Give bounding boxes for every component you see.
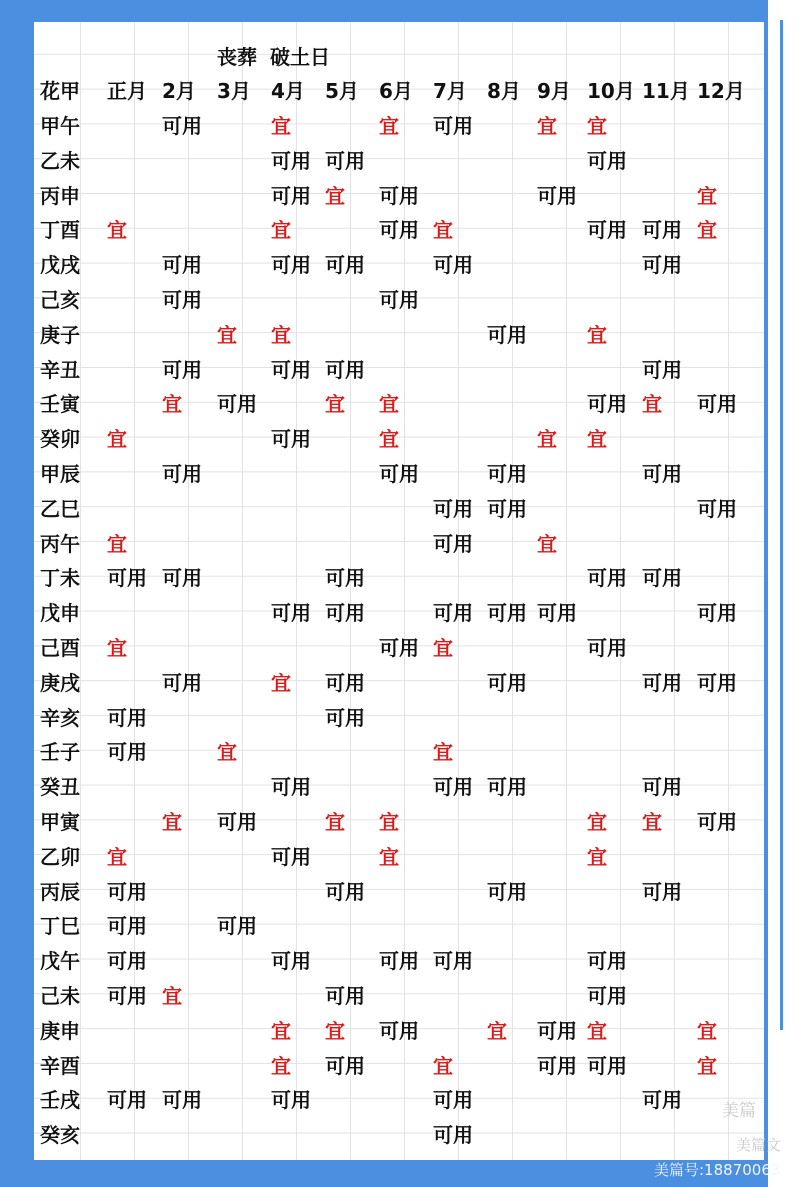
table-row: [0, 144, 800, 178]
cell-usable: 可用: [642, 1088, 682, 1113]
cell-usable: 可用: [433, 114, 473, 138]
cell-usable: 可用: [162, 114, 202, 138]
cell-usable: 可用: [433, 531, 473, 556]
row-label: 戊申: [40, 601, 80, 626]
table-row: [0, 1083, 800, 1117]
cell-usable: 可用: [487, 462, 527, 486]
cell-auspicious: 宜: [433, 218, 453, 243]
table-row: [0, 770, 800, 804]
row-label: 壬寅: [40, 392, 80, 417]
cell-usable: 可用: [162, 1088, 202, 1113]
title-funeral: 丧葬: [217, 45, 257, 69]
cell-usable: 可用: [587, 949, 627, 974]
row-label: 丁未: [40, 566, 80, 591]
row-label: 辛亥: [40, 705, 80, 730]
cell-usable: 可用: [587, 984, 627, 1008]
cell-auspicious: 宜: [271, 218, 291, 243]
cell-usable: 可用: [537, 183, 577, 208]
month-header: 7月: [433, 79, 467, 103]
month-header: 5月: [325, 79, 359, 103]
table-row: [0, 631, 800, 665]
cell-usable: 可用: [325, 148, 365, 173]
table-row: [0, 422, 800, 456]
row-label: 己未: [40, 984, 80, 1008]
cell-usable: 可用: [379, 288, 419, 312]
cell-auspicious: 宜: [325, 392, 345, 417]
table-row: [0, 318, 800, 352]
row-label: 己亥: [40, 288, 80, 312]
cell-usable: 可用: [487, 601, 527, 626]
cell-auspicious: 宜: [379, 427, 399, 452]
cell-auspicious: 宜: [697, 1053, 717, 1078]
cell-auspicious: 宜: [107, 636, 127, 660]
cell-usable: 可用: [379, 462, 419, 486]
cell-auspicious: 宜: [642, 392, 662, 417]
table-row: [0, 944, 800, 978]
cell-auspicious: 宜: [379, 114, 399, 138]
cell-usable: 可用: [162, 357, 202, 382]
cell-auspicious: 宜: [107, 427, 127, 452]
table-row: [0, 1118, 800, 1152]
table-row: [0, 213, 800, 247]
cell-auspicious: 宜: [107, 218, 127, 243]
cell-usable: 可用: [271, 844, 311, 869]
cell-usable: 可用: [642, 879, 682, 904]
cell-auspicious: 宜: [697, 1018, 717, 1043]
row-label: 己酉: [40, 636, 80, 660]
table-row: [0, 1014, 800, 1048]
table-row: [0, 387, 800, 421]
table-row: [0, 666, 800, 700]
cell-usable: 可用: [162, 670, 202, 695]
cell-usable: 可用: [433, 253, 473, 278]
table-row: [0, 840, 800, 874]
cell-usable: 可用: [325, 253, 365, 278]
row-label: 乙巳: [40, 496, 80, 521]
cell-usable: 可用: [487, 496, 527, 521]
cell-auspicious: 宜: [697, 218, 717, 243]
cell-usable: 可用: [642, 670, 682, 695]
cell-usable: 可用: [325, 984, 365, 1008]
row-label: 甲寅: [40, 810, 80, 834]
cell-usable: 可用: [162, 288, 202, 312]
cell-usable: 可用: [271, 253, 311, 278]
cell-usable: 可用: [107, 984, 147, 1008]
cell-auspicious: 宜: [107, 531, 127, 556]
cell-auspicious: 宜: [271, 1018, 291, 1043]
table-row: [0, 527, 800, 561]
cell-usable: 可用: [271, 183, 311, 208]
cell-usable: 可用: [325, 566, 365, 591]
cell-auspicious: 宜: [487, 1018, 507, 1043]
column-header-huajia: 花甲: [40, 79, 80, 103]
cell-usable: 可用: [697, 392, 737, 417]
watermark-id: 美篇号:18870063: [654, 1161, 781, 1179]
table-row: [0, 283, 800, 317]
cell-usable: 可用: [487, 879, 527, 904]
cell-usable: 可用: [697, 810, 737, 834]
cell-auspicious: 宜: [379, 844, 399, 869]
table-row: [0, 805, 800, 839]
cell-usable: 可用: [107, 1088, 147, 1113]
cell-usable: 可用: [537, 601, 577, 626]
title-break-ground-day: 破土日: [270, 45, 330, 69]
watermark-text: 美篇文: [736, 1136, 782, 1154]
month-header: 9月: [537, 79, 571, 103]
cell-usable: 可用: [325, 705, 365, 730]
cell-auspicious: 宜: [587, 114, 607, 138]
row-label: 庚子: [40, 322, 80, 347]
row-label: 壬戌: [40, 1088, 80, 1113]
cell-usable: 可用: [379, 183, 419, 208]
table-row: [0, 596, 800, 630]
cell-usable: 可用: [325, 357, 365, 382]
cell-usable: 可用: [379, 636, 419, 660]
cell-auspicious: 宜: [379, 810, 399, 834]
cell-auspicious: 宜: [379, 392, 399, 417]
cell-usable: 可用: [587, 392, 627, 417]
cell-auspicious: 宜: [325, 810, 345, 834]
row-label: 丙辰: [40, 879, 80, 904]
cell-auspicious: 宜: [697, 183, 717, 208]
cell-usable: 可用: [642, 462, 682, 486]
cell-auspicious: 宜: [271, 322, 291, 347]
table-row: [0, 179, 800, 213]
cell-usable: 可用: [587, 636, 627, 660]
cell-auspicious: 宜: [587, 844, 607, 869]
row-label: 甲辰: [40, 462, 80, 486]
cell-usable: 可用: [587, 1053, 627, 1078]
cell-usable: 可用: [487, 670, 527, 695]
cell-usable: 可用: [379, 218, 419, 243]
cell-usable: 可用: [697, 670, 737, 695]
month-header: 11月: [642, 79, 690, 103]
table-row: [0, 457, 800, 491]
cell-usable: 可用: [271, 148, 311, 173]
cell-usable: 可用: [642, 253, 682, 278]
row-label: 癸卯: [40, 427, 80, 452]
month-header: 10月: [587, 79, 635, 103]
cell-usable: 可用: [271, 949, 311, 974]
table-row: [0, 875, 800, 909]
month-header: 6月: [379, 79, 413, 103]
row-label: 戊午: [40, 949, 80, 974]
cell-usable: 可用: [587, 218, 627, 243]
cell-usable: 可用: [217, 914, 257, 939]
cell-usable: 可用: [487, 322, 527, 347]
cell-auspicious: 宜: [537, 427, 557, 452]
row-label: 戊戌: [40, 253, 80, 278]
month-header: 3月: [217, 79, 251, 103]
cell-usable: 可用: [379, 949, 419, 974]
table-row: [0, 109, 800, 143]
cell-auspicious: 宜: [107, 844, 127, 869]
cell-usable: 可用: [433, 775, 473, 800]
row-label: 癸丑: [40, 775, 80, 800]
cell-usable: 可用: [107, 705, 147, 730]
cell-usable: 可用: [107, 879, 147, 904]
row-label: 丙申: [40, 183, 80, 208]
row-label: 乙卯: [40, 844, 80, 869]
cell-usable: 可用: [162, 253, 202, 278]
cell-usable: 可用: [325, 670, 365, 695]
cell-auspicious: 宜: [433, 1053, 453, 1078]
cell-usable: 可用: [107, 740, 147, 765]
cell-usable: 可用: [587, 566, 627, 591]
cell-usable: 可用: [107, 914, 147, 939]
cell-usable: 可用: [642, 566, 682, 591]
watermark-logo: 美篇: [722, 1101, 756, 1121]
row-label: 丙午: [40, 531, 80, 556]
row-label: 丁巳: [40, 914, 80, 939]
cell-usable: 可用: [271, 357, 311, 382]
month-header: 12月: [697, 79, 745, 103]
cell-usable: 可用: [271, 775, 311, 800]
cell-usable: 可用: [271, 427, 311, 452]
month-header: 4月: [271, 79, 305, 103]
cell-usable: 可用: [433, 949, 473, 974]
cell-usable: 可用: [697, 601, 737, 626]
row-label: 丁酉: [40, 218, 80, 243]
cell-auspicious: 宜: [162, 984, 182, 1008]
table-row: [0, 1049, 800, 1083]
cell-auspicious: 宜: [587, 810, 607, 834]
month-header-row: [0, 74, 800, 108]
cell-usable: 可用: [325, 879, 365, 904]
table-row: [0, 909, 800, 943]
cell-usable: 可用: [271, 1088, 311, 1113]
cell-usable: 可用: [433, 1123, 473, 1148]
row-label: 壬子: [40, 740, 80, 765]
cell-auspicious: 宜: [217, 322, 237, 347]
cell-auspicious: 宜: [642, 810, 662, 834]
cell-usable: 可用: [162, 462, 202, 486]
cell-usable: 可用: [379, 1018, 419, 1043]
row-label: 辛酉: [40, 1053, 80, 1078]
table-row: [0, 492, 800, 526]
table-row: [0, 701, 800, 735]
cell-auspicious: 宜: [537, 531, 557, 556]
cell-auspicious: 宜: [325, 183, 345, 208]
cell-usable: 可用: [433, 601, 473, 626]
cell-usable: 可用: [107, 566, 147, 591]
cell-auspicious: 宜: [271, 1053, 291, 1078]
row-label: 辛丑: [40, 357, 80, 382]
cell-auspicious: 宜: [587, 1018, 607, 1043]
row-label: 庚戌: [40, 670, 80, 695]
table-row: [0, 561, 800, 595]
cell-auspicious: 宜: [162, 810, 182, 834]
table-row: [0, 979, 800, 1013]
cell-usable: 可用: [325, 601, 365, 626]
cell-usable: 可用: [325, 1053, 365, 1078]
row-label: 甲午: [40, 114, 80, 138]
cell-usable: 可用: [642, 357, 682, 382]
row-label: 癸亥: [40, 1123, 80, 1148]
row-label: 乙未: [40, 148, 80, 173]
cell-usable: 可用: [217, 392, 257, 417]
cell-usable: 可用: [537, 1053, 577, 1078]
cell-usable: 可用: [433, 496, 473, 521]
cell-usable: 可用: [107, 949, 147, 974]
cell-usable: 可用: [487, 775, 527, 800]
cell-auspicious: 宜: [271, 670, 291, 695]
table-row: [0, 353, 800, 387]
cell-auspicious: 宜: [433, 740, 453, 765]
cell-auspicious: 宜: [217, 740, 237, 765]
cell-usable: 可用: [642, 218, 682, 243]
cell-auspicious: 宜: [587, 427, 607, 452]
cell-usable: 可用: [271, 601, 311, 626]
row-label: 庚申: [40, 1018, 80, 1043]
cell-usable: 可用: [537, 1018, 577, 1043]
cell-auspicious: 宜: [433, 636, 453, 660]
table-row: [0, 735, 800, 769]
cell-usable: 可用: [642, 775, 682, 800]
cell-usable: 可用: [162, 566, 202, 591]
cell-usable: 可用: [697, 496, 737, 521]
cell-auspicious: 宜: [587, 322, 607, 347]
table-row: [0, 248, 800, 282]
cell-auspicious: 宜: [162, 392, 182, 417]
month-header: 正月: [107, 79, 147, 103]
cell-usable: 可用: [217, 810, 257, 834]
cell-usable: 可用: [433, 1088, 473, 1113]
month-header: 8月: [487, 79, 521, 103]
cell-usable: 可用: [587, 148, 627, 173]
month-header: 2月: [162, 79, 196, 103]
cell-auspicious: 宜: [325, 1018, 345, 1043]
cell-auspicious: 宜: [537, 114, 557, 138]
cell-auspicious: 宜: [271, 114, 291, 138]
